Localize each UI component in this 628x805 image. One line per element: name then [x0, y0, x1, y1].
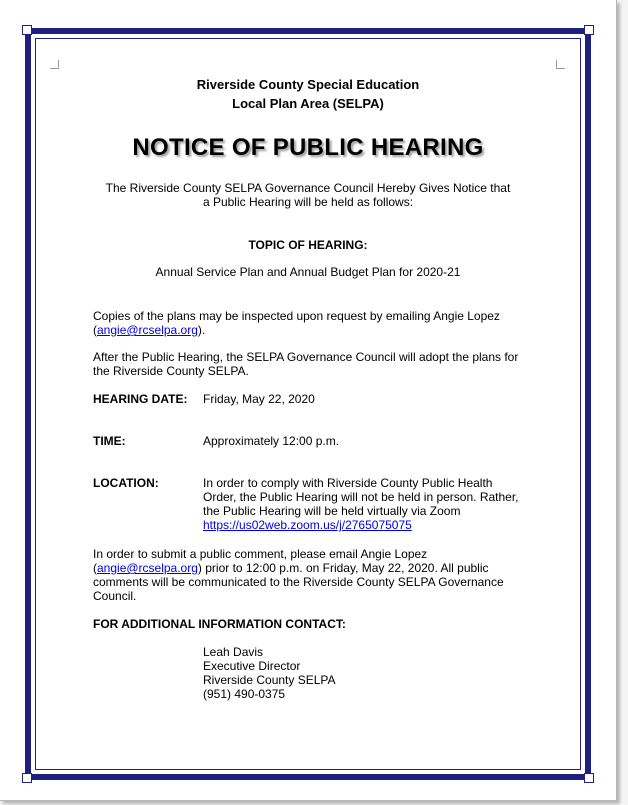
margin-mark	[50, 60, 59, 69]
border-corner	[584, 25, 594, 35]
org-name-line1: Riverside County Special Education	[196, 77, 420, 92]
page-title: NOTICE OF PUBLIC HEARING	[132, 134, 484, 161]
adopt-line2: the Riverside County SELPA.	[93, 364, 249, 378]
location-line1: In order to comply with Riverside County Public Health	[203, 476, 493, 490]
comment-line2: (angie@rcselpa.org) prior to 12:00 p.m. on Friday, May 22, 2020. All public	[93, 561, 489, 575]
email-link[interactable]: angie@rcselpa.org	[97, 561, 198, 575]
time-value: Approximately 12:00 p.m.	[203, 434, 340, 448]
comment-line3: comments will be communicated to the Riverside County SELPA Governance	[93, 575, 504, 589]
zoom-link[interactable]: https://us02web.zoom.us/j/2765075075	[203, 518, 412, 532]
hearing-date-label: HEARING DATE:	[93, 392, 188, 406]
border-corner	[22, 25, 32, 35]
border-corner	[22, 773, 32, 783]
comment-line1: In order to submit a public comment, please email Angie Lopez	[93, 547, 428, 561]
intro-line2: a Public Hearing will be held as follows:	[202, 195, 414, 209]
location-label: LOCATION:	[93, 476, 159, 490]
location-line3: the Public Hearing will be held virtually via Zoom	[203, 504, 461, 518]
email-link[interactable]: angie@rcselpa.org	[97, 323, 198, 337]
contact-phone: (951) 490-0375	[203, 687, 286, 701]
location-line2: Order, the Public Hearing will not be held in person. Rather,	[203, 490, 519, 504]
hearing-date-value: Friday, May 22, 2020	[203, 392, 315, 406]
intro-line1: The Riverside County SELPA Governance Council Hereby Gives Notice that	[105, 181, 511, 195]
copies-line1: Copies of the plans may be inspected upon request by emailing Angie Lopez	[93, 309, 500, 323]
org-name-line2: Local Plan Area (SELPA)	[232, 96, 384, 111]
contact-heading: FOR ADDITIONAL INFORMATION CONTACT:	[93, 617, 346, 631]
contact-role: Executive Director	[203, 659, 301, 673]
comment-line4: Council.	[93, 589, 137, 603]
topic-text: Annual Service Plan and Annual Budget Plan for 2020-21	[155, 265, 461, 279]
time-label: TIME:	[93, 434, 126, 448]
border-corner	[584, 773, 594, 783]
contact-name: Leah Davis	[203, 645, 264, 659]
margin-mark	[556, 60, 565, 69]
adopt-line1: After the Public Hearing, the SELPA Governance Council will adopt the plans for	[93, 350, 519, 364]
topic-heading: TOPIC OF HEARING:	[248, 238, 368, 252]
contact-org: Riverside County SELPA	[203, 673, 336, 687]
copies-line2: (angie@rcselpa.org).	[93, 323, 206, 337]
